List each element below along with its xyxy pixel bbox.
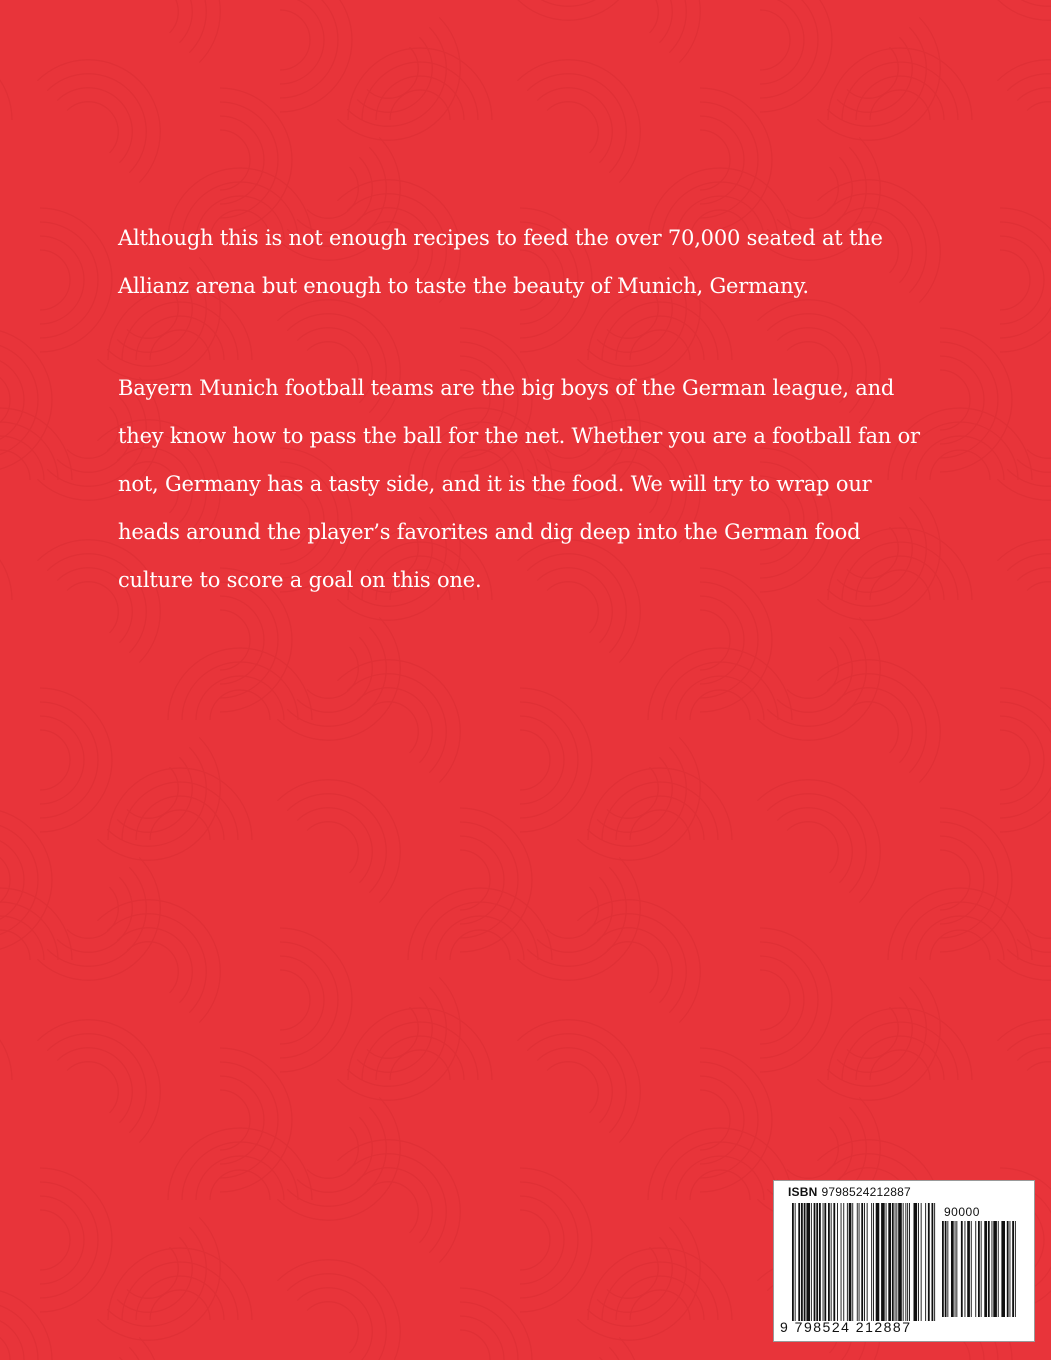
isbn-barcode-box bbox=[773, 1180, 1035, 1342]
price-code: 90000 bbox=[944, 1205, 980, 1219]
ean-digits: 9 798524 212887 bbox=[780, 1319, 912, 1335]
description-paragraph: Bayern Munich football teams are the big boys of the German league, and they know how to pass the ball for the net. Whether you are a football fan or not, Germany has a tasty side, and it is the food. We will try to wrap our heads around the player’s favorites and dig deep into the German food culture to score a goal on this one. bbox=[118, 376, 920, 592]
isbn-line bbox=[788, 1185, 911, 1199]
ean-barcode-bars bbox=[792, 1203, 938, 1321]
intro-paragraph: Although this is not enough recipes to feed the over 70,000 seated at the Allianz arena but enough to taste the beauty of Munich, Germany. bbox=[118, 226, 883, 298]
isbn-number: 9798524212887 bbox=[821, 1185, 911, 1199]
isbn-label: ISBN bbox=[788, 1185, 818, 1199]
addon-barcode-bars bbox=[942, 1221, 1020, 1317]
